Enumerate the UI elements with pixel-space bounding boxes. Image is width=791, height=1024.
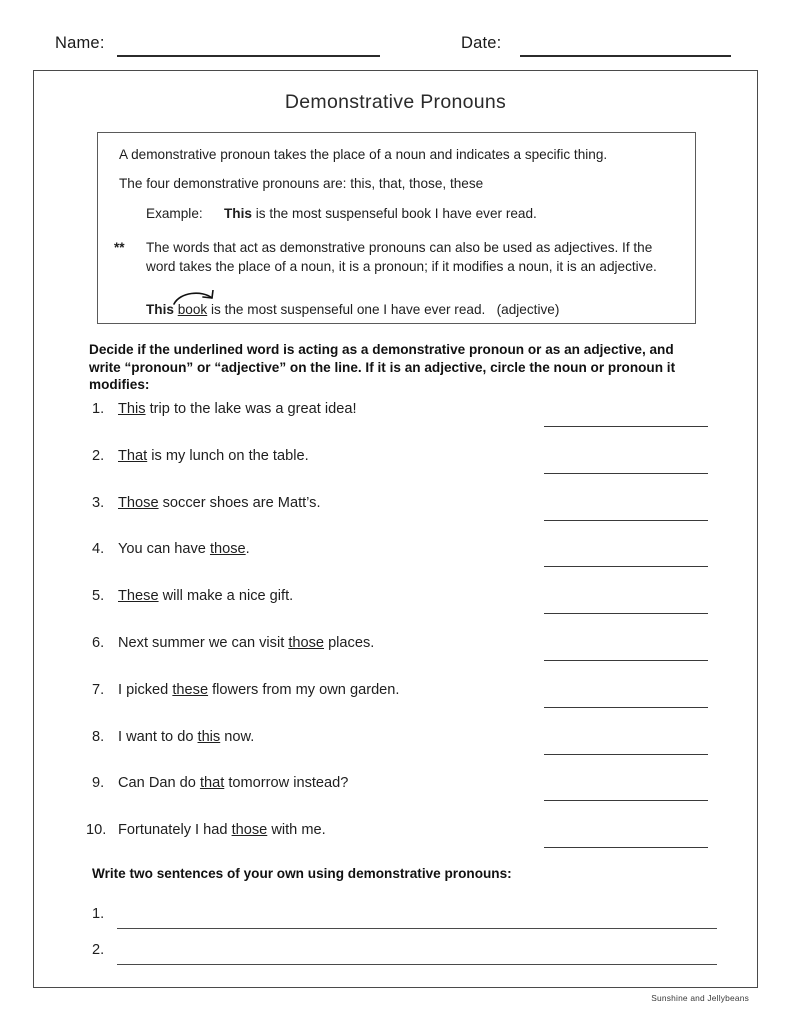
question-text	[118, 822, 326, 838]
answer-line[interactable]	[544, 566, 708, 567]
underlined-word: These	[118, 588, 159, 605]
question-number: 8.	[92, 728, 105, 745]
write-answer-line[interactable]	[117, 964, 717, 965]
question-pre: I want to do	[118, 728, 198, 745]
pronoun-list-sentence: The four demonstrative pronouns are: this, that, those, these	[119, 176, 484, 191]
answer-line[interactable]	[544, 800, 708, 801]
question-post: .	[245, 541, 250, 558]
underlined-word: those	[288, 634, 325, 651]
adjective-example-rest: is the most suspenseful one I have ever read.	[207, 302, 486, 317]
question-row	[34, 588, 757, 635]
answer-line[interactable]	[544, 520, 708, 521]
underlined-word: that	[199, 775, 225, 792]
question-row	[34, 541, 757, 588]
answer-line[interactable]	[544, 426, 708, 427]
question-post: will make a nice gift.	[158, 588, 294, 605]
date-label: Date:	[461, 34, 502, 52]
question-text	[118, 682, 399, 698]
question-pre: Next summer we can visit	[118, 634, 289, 651]
question-row	[34, 401, 757, 448]
question-row	[34, 682, 757, 729]
name-label: Name:	[55, 34, 105, 52]
question-pre: I picked	[118, 681, 173, 698]
question-text	[118, 588, 293, 604]
question-text	[118, 541, 250, 557]
worksheet-frame	[33, 70, 758, 988]
question-pre: You can have	[118, 541, 210, 558]
underlined-word: those	[231, 822, 268, 839]
underlined-word: those	[209, 541, 246, 558]
question-post: soccer shoes are Matt’s.	[158, 494, 321, 511]
adjective-example-line	[146, 300, 559, 319]
question-text	[118, 495, 321, 511]
question-post: places.	[324, 634, 375, 651]
answer-line[interactable]	[544, 707, 708, 708]
question-row	[34, 448, 757, 495]
answer-line[interactable]	[544, 473, 708, 474]
question-number: 4.	[92, 541, 105, 558]
question-pre: Fortunately I had	[118, 822, 232, 839]
answer-line[interactable]	[544, 754, 708, 755]
answer-line[interactable]	[544, 660, 708, 661]
answer-line[interactable]	[544, 613, 708, 614]
example-line	[146, 204, 537, 223]
example-label: Example:	[146, 206, 203, 221]
question-post: with me.	[267, 822, 326, 839]
question-post: now.	[220, 728, 255, 745]
question-text	[118, 775, 348, 791]
name-input-line[interactable]	[117, 55, 380, 57]
question-text	[118, 448, 309, 464]
underlined-word: Those	[118, 494, 159, 511]
instructions-text: Decide if the underlined word is acting as a demonstrative pronoun or as an adjective, and write “pronoun” or “adjective” on the line. If it is an adjective, circle the noun or pronoun it modifies:	[89, 342, 676, 393]
question-pre: Can Dan do	[118, 775, 200, 792]
adjective-note: The words that act as demonstrative pronouns can also be used as adjectives. If the word takes the place of a noun, it is a pronoun; if it modifies a noun, it is an adjective.	[146, 240, 657, 274]
question-text	[118, 729, 254, 745]
underlined-word: That	[118, 447, 148, 464]
question-number: 9.	[92, 775, 105, 792]
question-text	[118, 635, 374, 651]
question-number: 3.	[92, 494, 105, 511]
asterisk-marker: **	[114, 240, 125, 255]
write-section-heading: Write two sentences of your own using demonstrative pronouns:	[92, 866, 512, 881]
definition-box	[97, 132, 696, 324]
question-number: 7.	[92, 681, 105, 698]
question-post: trip to the lake was a great idea!	[145, 401, 357, 417]
question-row	[34, 729, 757, 776]
question-text	[118, 401, 357, 417]
question-number: 2.	[92, 447, 105, 464]
question-list	[34, 401, 757, 869]
write-answer-line[interactable]	[117, 928, 717, 929]
underlined-word: these	[172, 681, 209, 698]
underlined-word: This	[118, 401, 146, 417]
student-info-header	[0, 34, 791, 64]
write-number: 2.	[92, 942, 105, 958]
question-number: 5.	[92, 588, 105, 605]
write-number: 1.	[92, 906, 105, 922]
footer-credit: Sunshine and Jellybeans	[651, 993, 749, 1003]
question-post: flowers from my own garden.	[208, 681, 400, 698]
question-number: 1.	[92, 401, 105, 417]
page-title: Demonstrative Pronouns	[284, 91, 507, 113]
example-keyword: This	[224, 206, 252, 221]
date-input-line[interactable]	[520, 55, 731, 57]
underlined-word: this	[197, 728, 221, 745]
question-post: is my lunch on the table.	[147, 447, 309, 464]
example-sentence-rest: is the most suspenseful book I have ever read.	[251, 206, 537, 221]
question-number: 10.	[86, 822, 107, 839]
adjective-example-tag: (adjective)	[496, 302, 560, 317]
question-number: 6.	[92, 634, 105, 651]
adjective-example-keyword: This	[146, 302, 174, 317]
question-row	[34, 635, 757, 682]
question-post: tomorrow instead?	[224, 775, 349, 792]
definition-sentence: A demonstrative pronoun takes the place of a noun and indicates a specific thing.	[119, 147, 608, 162]
adjective-example-noun: book	[177, 302, 208, 317]
question-row	[34, 495, 757, 542]
answer-line[interactable]	[544, 847, 708, 848]
question-row	[34, 822, 757, 869]
question-row	[34, 775, 757, 822]
